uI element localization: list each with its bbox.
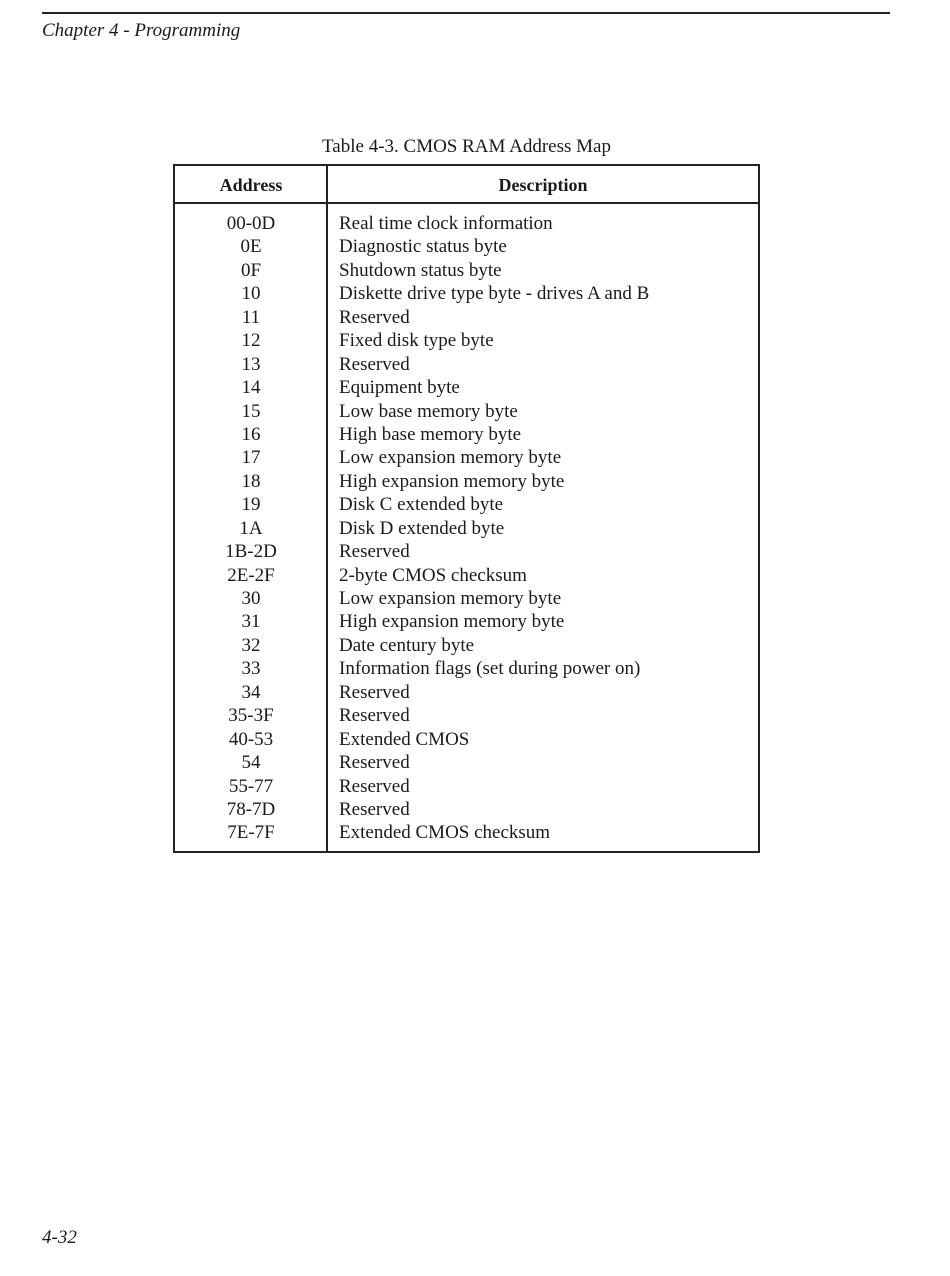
description-cell: Diskette drive type byte - drives A and B: [339, 283, 650, 305]
description-cell: Extended CMOS: [339, 728, 470, 750]
address-cell: 0E: [240, 236, 262, 258]
table-row: [175, 470, 758, 493]
table-row: [175, 775, 758, 798]
table-row: [175, 704, 758, 727]
address-cell: 12: [241, 330, 261, 352]
description-cell: Reserved: [339, 705, 410, 727]
address-cell: 17: [241, 447, 261, 469]
table-row: [175, 517, 758, 540]
table-row: [175, 282, 758, 305]
address-cell: 78-7D: [226, 798, 276, 820]
table-row: [175, 446, 758, 469]
description-cell: Real time clock information: [339, 213, 553, 234]
description-cell: Reserved: [339, 306, 410, 328]
address-cell: 2E-2F: [227, 564, 275, 586]
address-cell: 1A: [239, 517, 263, 539]
address-cell: 33: [241, 658, 261, 680]
running-head: Chapter 4 - Programming: [42, 20, 241, 41]
page-number: 4-32: [42, 1227, 77, 1248]
description-cell: Reserved: [339, 353, 410, 375]
description-cell: Reserved: [339, 752, 410, 774]
table-row: [175, 634, 758, 657]
address-cell: 40-53: [228, 728, 274, 750]
table-row: [175, 798, 758, 821]
table-row: [175, 423, 758, 446]
table-body: [175, 212, 758, 845]
description-cell: High expansion memory byte: [339, 611, 565, 633]
address-cell: 34: [241, 681, 261, 703]
description-cell: 2-byte CMOS checksum: [339, 564, 527, 586]
description-cell: Disk C extended byte: [339, 494, 504, 516]
address-cell: 32: [241, 634, 261, 656]
address-cell: 00-0D: [226, 213, 276, 234]
address-cell: 35-3F: [228, 705, 274, 727]
table-row: [175, 587, 758, 610]
description-cell: High base memory byte: [339, 423, 522, 445]
address-cell: 54: [241, 752, 261, 774]
table-header-row: [175, 166, 758, 204]
address-cell: 1B-2D: [225, 541, 277, 563]
address-cell: 31: [241, 611, 261, 633]
table-row: [175, 400, 758, 423]
table-row: [175, 259, 758, 282]
table-row: [175, 610, 758, 633]
address-cell: 10: [241, 283, 261, 305]
table-row: [175, 657, 758, 680]
description-cell: Low expansion memory byte: [339, 588, 562, 609]
description-cell: Reserved: [339, 681, 410, 703]
table-row: [175, 212, 758, 235]
description-cell: Information flags (set during power on): [339, 658, 641, 680]
address-cell: 55-77: [228, 775, 274, 797]
address-cell: 14: [241, 377, 261, 399]
address-cell: 13: [241, 353, 261, 375]
description-cell: Shutdown status byte: [339, 259, 502, 281]
table-row: [175, 540, 758, 563]
table-row: [175, 728, 758, 751]
description-cell: Equipment byte: [339, 377, 460, 399]
description-cell: Low expansion memory byte: [339, 447, 562, 469]
table-row: [175, 493, 758, 516]
table-row: [175, 353, 758, 376]
address-cell: 16: [241, 423, 261, 445]
table-row: [175, 751, 758, 774]
description-cell: Low base memory byte: [339, 400, 518, 422]
description-cell: High expansion memory byte: [339, 470, 565, 492]
address-cell: 15: [241, 400, 261, 422]
description-cell: Diagnostic status byte: [339, 236, 507, 258]
table-caption: Table 4-3. CMOS RAM Address Map: [322, 136, 611, 157]
description-cell: Fixed disk type byte: [339, 330, 494, 352]
table-row: [175, 376, 758, 399]
table-row: [175, 564, 758, 587]
column-header-address: Address: [219, 175, 283, 195]
table-row: [175, 821, 758, 844]
address-cell: 7E-7F: [227, 822, 275, 844]
table-row: [175, 681, 758, 704]
header-rule: [42, 12, 890, 14]
address-cell: 0F: [240, 259, 262, 281]
description-cell: Reserved: [339, 541, 410, 563]
address-cell: 19: [241, 494, 261, 516]
description-cell: Disk D extended byte: [339, 517, 505, 539]
table-row: [175, 306, 758, 329]
description-cell: Reserved: [339, 798, 410, 820]
column-header-description: Description: [498, 175, 588, 195]
description-cell: Extended CMOS checksum: [339, 822, 551, 844]
description-cell: Reserved: [339, 775, 410, 797]
address-cell: 18: [241, 470, 261, 492]
cmos-address-table: [173, 164, 760, 853]
address-cell: 11: [241, 306, 261, 328]
table-row: [175, 329, 758, 352]
table-row: [175, 235, 758, 258]
description-cell: Date century byte: [339, 634, 475, 656]
address-cell: 30: [241, 588, 261, 609]
